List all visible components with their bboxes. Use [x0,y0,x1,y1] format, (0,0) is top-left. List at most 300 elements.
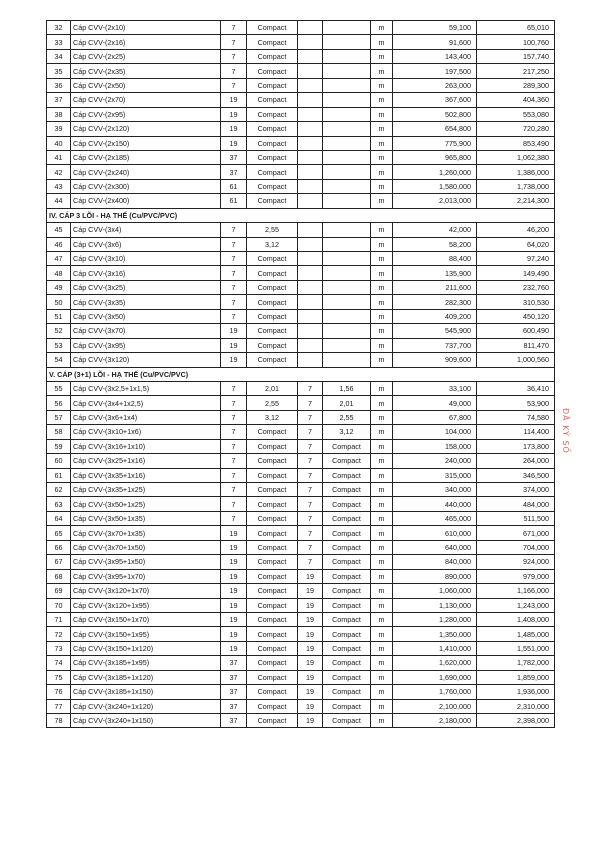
cable-name-cell: Cáp CVV-(2x35) [71,64,221,78]
price-vat-cell: 97,240 [477,252,555,266]
price-cell: 640,000 [393,540,477,554]
unit-cell: m [371,612,393,626]
neutral-diameter-cell [323,179,371,193]
neutral-diameter-cell: Compact [323,685,371,699]
table-row [47,64,555,78]
core-strands-cell: 19 [221,122,247,136]
price-vat-cell: 157,740 [477,49,555,63]
core-diameter-cell: 2,01 [247,381,298,395]
price-cell: 2,013,000 [393,194,477,208]
price-vat-cell: 484,000 [477,497,555,511]
table-row [47,598,555,612]
core-strands-cell: 37 [221,670,247,684]
price-cell: 143,400 [393,49,477,63]
price-cell: 1,260,000 [393,165,477,179]
table-row [47,685,555,699]
neutral-strands-cell [298,237,323,251]
cable-name-cell: Cáp CVV-(2x300) [71,179,221,193]
price-vat-cell: 289,300 [477,78,555,92]
cable-name-cell: Cáp CVV-(3x95) [71,338,221,352]
neutral-strands-cell: 7 [298,555,323,569]
unit-cell: m [371,439,393,453]
core-strands-cell: 7 [221,237,247,251]
core-strands-cell: 7 [221,309,247,323]
core-diameter-cell: Compact [247,656,298,670]
price-cell: 1,410,000 [393,641,477,655]
core-diameter-cell: Compact [247,194,298,208]
price-table [46,20,555,728]
core-diameter-cell: Compact [247,425,298,439]
core-diameter-cell: Compact [247,21,298,35]
cable-name-cell: Cáp CVV-(3x16) [71,266,221,280]
core-diameter-cell: Compact [247,555,298,569]
unit-cell: m [371,598,393,612]
core-strands-cell: 61 [221,194,247,208]
neutral-diameter-cell [323,237,371,251]
neutral-diameter-cell: Compact [323,598,371,612]
core-diameter-cell: Compact [247,353,298,367]
neutral-strands-cell: 19 [298,714,323,728]
neutral-diameter-cell: Compact [323,627,371,641]
table-row [47,641,555,655]
cable-name-cell: Cáp CVV-(3x95+1x50) [71,555,221,569]
price-vat-cell: 1,738,000 [477,179,555,193]
core-diameter-cell: Compact [247,685,298,699]
price-cell: 965,800 [393,150,477,164]
table-row [47,150,555,164]
neutral-diameter-cell [323,78,371,92]
neutral-diameter-cell [323,353,371,367]
neutral-diameter-cell: Compact [323,569,371,583]
unit-cell: m [371,21,393,35]
core-strands-cell: 19 [221,93,247,107]
cable-name-cell: Cáp CVV-(3x10) [71,252,221,266]
row-number-cell: 72 [47,627,71,641]
price-cell: 1,580,000 [393,179,477,193]
unit-cell: m [371,497,393,511]
core-diameter-cell: Compact [247,324,298,338]
neutral-diameter-cell [323,122,371,136]
neutral-diameter-cell: Compact [323,584,371,598]
price-vat-cell: 173,800 [477,439,555,453]
neutral-strands-cell [298,93,323,107]
core-diameter-cell: Compact [247,35,298,49]
unit-cell: m [371,699,393,713]
neutral-strands-cell: 7 [298,381,323,395]
core-diameter-cell: Compact [247,468,298,482]
cable-name-cell: Cáp CVV-(3x150+1x120) [71,641,221,655]
core-diameter-cell: Compact [247,179,298,193]
unit-cell: m [371,107,393,121]
table-row [47,454,555,468]
core-diameter-cell: Compact [247,165,298,179]
core-strands-cell: 19 [221,612,247,626]
neutral-diameter-cell: 1,56 [323,381,371,395]
row-number-cell: 46 [47,237,71,251]
neutral-strands-cell: 19 [298,670,323,684]
cable-name-cell: Cáp CVV-(3x4+1x2,5) [71,396,221,410]
price-vat-cell: 1,243,000 [477,598,555,612]
unit-cell: m [371,280,393,294]
price-vat-cell: 553,080 [477,107,555,121]
core-strands-cell: 7 [221,252,247,266]
neutral-strands-cell: 19 [298,699,323,713]
table-row [47,483,555,497]
cable-name-cell: Cáp CVV-(3x50+1x25) [71,497,221,511]
row-number-cell: 74 [47,656,71,670]
cable-name-cell: Cáp CVV-(3x120+1x95) [71,598,221,612]
core-diameter-cell: Compact [247,266,298,280]
price-vat-cell: 811,470 [477,338,555,352]
core-strands-cell: 7 [221,454,247,468]
price-cell: 49,000 [393,396,477,410]
row-number-cell: 53 [47,338,71,352]
cable-name-cell: Cáp CVV-(3x70+1x35) [71,526,221,540]
neutral-strands-cell: 19 [298,641,323,655]
price-cell: 240,000 [393,454,477,468]
neutral-diameter-cell: Compact [323,483,371,497]
neutral-diameter-cell [323,136,371,150]
row-number-cell: 64 [47,511,71,525]
table-row [47,627,555,641]
cable-name-cell: Cáp CVV-(2x400) [71,194,221,208]
neutral-strands-cell [298,78,323,92]
core-strands-cell: 19 [221,338,247,352]
table-row [47,670,555,684]
core-diameter-cell: Compact [247,107,298,121]
price-vat-cell: 704,000 [477,540,555,554]
price-cell: 1,760,000 [393,685,477,699]
table-row [47,699,555,713]
section-title: IV. CÁP 3 LÕI - HẠ THẾ (Cu/PVC/PVC) [47,208,555,222]
table-row [47,612,555,626]
core-strands-cell: 7 [221,295,247,309]
core-diameter-cell: Compact [247,439,298,453]
price-vat-cell: 600,490 [477,324,555,338]
core-strands-cell: 7 [221,223,247,237]
table-row [47,497,555,511]
neutral-diameter-cell: Compact [323,699,371,713]
cable-name-cell: Cáp CVV-(3x16+1x10) [71,439,221,453]
table-row [47,584,555,598]
price-vat-cell: 1,166,000 [477,584,555,598]
neutral-strands-cell [298,150,323,164]
neutral-diameter-cell: Compact [323,670,371,684]
price-cell: 263,000 [393,78,477,92]
neutral-strands-cell: 19 [298,598,323,612]
price-vat-cell: 346,500 [477,468,555,482]
price-vat-cell: 1,551,000 [477,641,555,655]
core-strands-cell: 19 [221,584,247,598]
neutral-diameter-cell: Compact [323,714,371,728]
table-row [47,266,555,280]
cable-name-cell: Cáp CVV-(2x95) [71,107,221,121]
neutral-strands-cell: 19 [298,685,323,699]
neutral-diameter-cell: Compact [323,454,371,468]
price-cell: 1,130,000 [393,598,477,612]
table-row [47,35,555,49]
price-cell: 340,000 [393,483,477,497]
neutral-strands-cell [298,295,323,309]
table-row [47,555,555,569]
unit-cell: m [371,338,393,352]
row-number-cell: 51 [47,309,71,323]
neutral-diameter-cell [323,252,371,266]
table-row [47,569,555,583]
table-row [47,324,555,338]
core-diameter-cell: Compact [247,122,298,136]
row-number-cell: 43 [47,179,71,193]
price-vat-cell: 1,782,000 [477,656,555,670]
core-diameter-cell: Compact [247,49,298,63]
price-cell: 909,600 [393,353,477,367]
table-row [47,252,555,266]
neutral-diameter-cell [323,266,371,280]
core-diameter-cell: Compact [247,78,298,92]
core-diameter-cell: Compact [247,338,298,352]
unit-cell: m [371,396,393,410]
cable-name-cell: Cáp CVV-(2x16) [71,35,221,49]
neutral-diameter-cell: Compact [323,526,371,540]
cable-name-cell: Cáp CVV-(3x120+1x70) [71,584,221,598]
price-vat-cell: 53,900 [477,396,555,410]
price-cell: 42,000 [393,223,477,237]
cable-name-cell: Cáp CVV-(2x25) [71,49,221,63]
row-number-cell: 66 [47,540,71,554]
cable-name-cell: Cáp CVV-(3x2,5+1x1,5) [71,381,221,395]
neutral-diameter-cell: Compact [323,497,371,511]
row-number-cell: 75 [47,670,71,684]
table-row [47,338,555,352]
price-cell: 367,600 [393,93,477,107]
neutral-diameter-cell: Compact [323,612,371,626]
cable-name-cell: Cáp CVV-(3x6) [71,237,221,251]
row-number-cell: 65 [47,526,71,540]
price-vat-cell: 64,020 [477,237,555,251]
unit-cell: m [371,468,393,482]
table-row [47,194,555,208]
neutral-strands-cell [298,107,323,121]
row-number-cell: 45 [47,223,71,237]
neutral-diameter-cell: Compact [323,468,371,482]
unit-cell: m [371,295,393,309]
cable-name-cell: Cáp CVV-(3x240+1x120) [71,699,221,713]
price-cell: 59,100 [393,21,477,35]
price-cell: 840,000 [393,555,477,569]
unit-cell: m [371,64,393,78]
core-diameter-cell: Compact [247,714,298,728]
neutral-diameter-cell: Compact [323,656,371,670]
table-row [47,439,555,453]
neutral-strands-cell [298,21,323,35]
neutral-strands-cell: 7 [298,526,323,540]
cable-name-cell: Cáp CVV-(3x25) [71,280,221,294]
row-number-cell: 61 [47,468,71,482]
table-row [47,78,555,92]
neutral-diameter-cell: Compact [323,555,371,569]
neutral-strands-cell: 19 [298,569,323,583]
cable-name-cell: Cáp CVV-(3x35+1x16) [71,468,221,482]
neutral-strands-cell [298,324,323,338]
price-cell: 88,400 [393,252,477,266]
core-diameter-cell: Compact [247,670,298,684]
neutral-diameter-cell: Compact [323,439,371,453]
core-strands-cell: 7 [221,35,247,49]
unit-cell: m [371,670,393,684]
cable-name-cell: Cáp CVV-(3x150+1x95) [71,627,221,641]
table-row [47,237,555,251]
row-number-cell: 50 [47,295,71,309]
row-number-cell: 55 [47,381,71,395]
row-number-cell: 37 [47,93,71,107]
section-title: V. CÁP (3+1) LÕI - HẠ THẾ (Cu/PVC/PVC) [47,367,555,381]
price-vat-cell: 374,000 [477,483,555,497]
neutral-strands-cell [298,49,323,63]
row-number-cell: 49 [47,280,71,294]
table-row [47,280,555,294]
unit-cell: m [371,555,393,569]
core-diameter-cell: Compact [247,497,298,511]
core-strands-cell: 7 [221,468,247,482]
price-vat-cell: 853,490 [477,136,555,150]
neutral-strands-cell [298,122,323,136]
row-number-cell: 67 [47,555,71,569]
row-number-cell: 56 [47,396,71,410]
price-vat-cell: 264,000 [477,454,555,468]
core-diameter-cell: Compact [247,483,298,497]
core-diameter-cell: 2,55 [247,396,298,410]
unit-cell: m [371,252,393,266]
unit-cell: m [371,410,393,424]
table-row [47,93,555,107]
neutral-diameter-cell [323,64,371,78]
section-header-row [47,367,555,381]
price-cell: 1,060,000 [393,584,477,598]
neutral-diameter-cell [323,49,371,63]
core-strands-cell: 7 [221,64,247,78]
neutral-diameter-cell: 2,01 [323,396,371,410]
row-number-cell: 63 [47,497,71,511]
core-strands-cell: 7 [221,78,247,92]
unit-cell: m [371,656,393,670]
core-diameter-cell: Compact [247,612,298,626]
table-row [47,179,555,193]
neutral-diameter-cell [323,223,371,237]
row-number-cell: 36 [47,78,71,92]
row-number-cell: 39 [47,122,71,136]
neutral-diameter-cell [323,309,371,323]
price-cell: 440,000 [393,497,477,511]
row-number-cell: 77 [47,699,71,713]
cable-name-cell: Cáp CVV-(3x185+1x95) [71,656,221,670]
unit-cell: m [371,353,393,367]
table-row [47,540,555,554]
neutral-diameter-cell [323,93,371,107]
core-strands-cell: 19 [221,641,247,655]
price-cell: 91,600 [393,35,477,49]
core-diameter-cell: Compact [247,64,298,78]
neutral-strands-cell [298,64,323,78]
neutral-strands-cell: 19 [298,656,323,670]
unit-cell: m [371,150,393,164]
cable-name-cell: Cáp CVV-(3x35) [71,295,221,309]
cable-name-cell: Cáp CVV-(2x70) [71,93,221,107]
neutral-strands-cell: 19 [298,584,323,598]
row-number-cell: 34 [47,49,71,63]
table-row [47,165,555,179]
neutral-strands-cell [298,252,323,266]
price-cell: 67,800 [393,410,477,424]
core-diameter-cell: Compact [247,598,298,612]
neutral-diameter-cell [323,280,371,294]
price-vat-cell: 2,398,000 [477,714,555,728]
table-row [47,511,555,525]
neutral-diameter-cell [323,150,371,164]
table-row [47,526,555,540]
unit-cell: m [371,526,393,540]
price-vat-cell: 720,280 [477,122,555,136]
price-cell: 211,600 [393,280,477,294]
table-row [47,468,555,482]
unit-cell: m [371,194,393,208]
core-strands-cell: 61 [221,179,247,193]
neutral-diameter-cell: 3,12 [323,425,371,439]
price-cell: 1,620,000 [393,656,477,670]
neutral-strands-cell: 7 [298,497,323,511]
cable-name-cell: Cáp CVV-(3x240+1x150) [71,714,221,728]
price-vat-cell: 1,062,380 [477,150,555,164]
cable-name-cell: Cáp CVV-(3x25+1x16) [71,454,221,468]
price-cell: 610,000 [393,526,477,540]
neutral-strands-cell [298,165,323,179]
neutral-strands-cell: 19 [298,627,323,641]
cable-name-cell: Cáp CVV-(2x150) [71,136,221,150]
row-number-cell: 47 [47,252,71,266]
row-number-cell: 58 [47,425,71,439]
price-vat-cell: 1,859,000 [477,670,555,684]
price-vat-cell: 404,360 [477,93,555,107]
unit-cell: m [371,93,393,107]
table-row [47,21,555,35]
price-cell: 654,800 [393,122,477,136]
core-diameter-cell: Compact [247,309,298,323]
stamp-mark: ĐÃ KÝ SỐ [561,408,570,454]
core-strands-cell: 7 [221,497,247,511]
row-number-cell: 33 [47,35,71,49]
neutral-strands-cell [298,280,323,294]
core-diameter-cell: Compact [247,540,298,554]
neutral-strands-cell: 7 [298,425,323,439]
neutral-diameter-cell [323,35,371,49]
price-cell: 890,000 [393,569,477,583]
core-strands-cell: 7 [221,511,247,525]
neutral-diameter-cell [323,324,371,338]
core-strands-cell: 37 [221,165,247,179]
neutral-strands-cell [298,223,323,237]
price-cell: 104,000 [393,425,477,439]
neutral-strands-cell [298,194,323,208]
core-diameter-cell: Compact [247,150,298,164]
core-diameter-cell: Compact [247,252,298,266]
neutral-diameter-cell: Compact [323,641,371,655]
core-strands-cell: 7 [221,49,247,63]
price-vat-cell: 924,000 [477,555,555,569]
table-row [47,122,555,136]
unit-cell: m [371,223,393,237]
core-diameter-cell: Compact [247,526,298,540]
unit-cell: m [371,511,393,525]
neutral-strands-cell: 7 [298,439,323,453]
